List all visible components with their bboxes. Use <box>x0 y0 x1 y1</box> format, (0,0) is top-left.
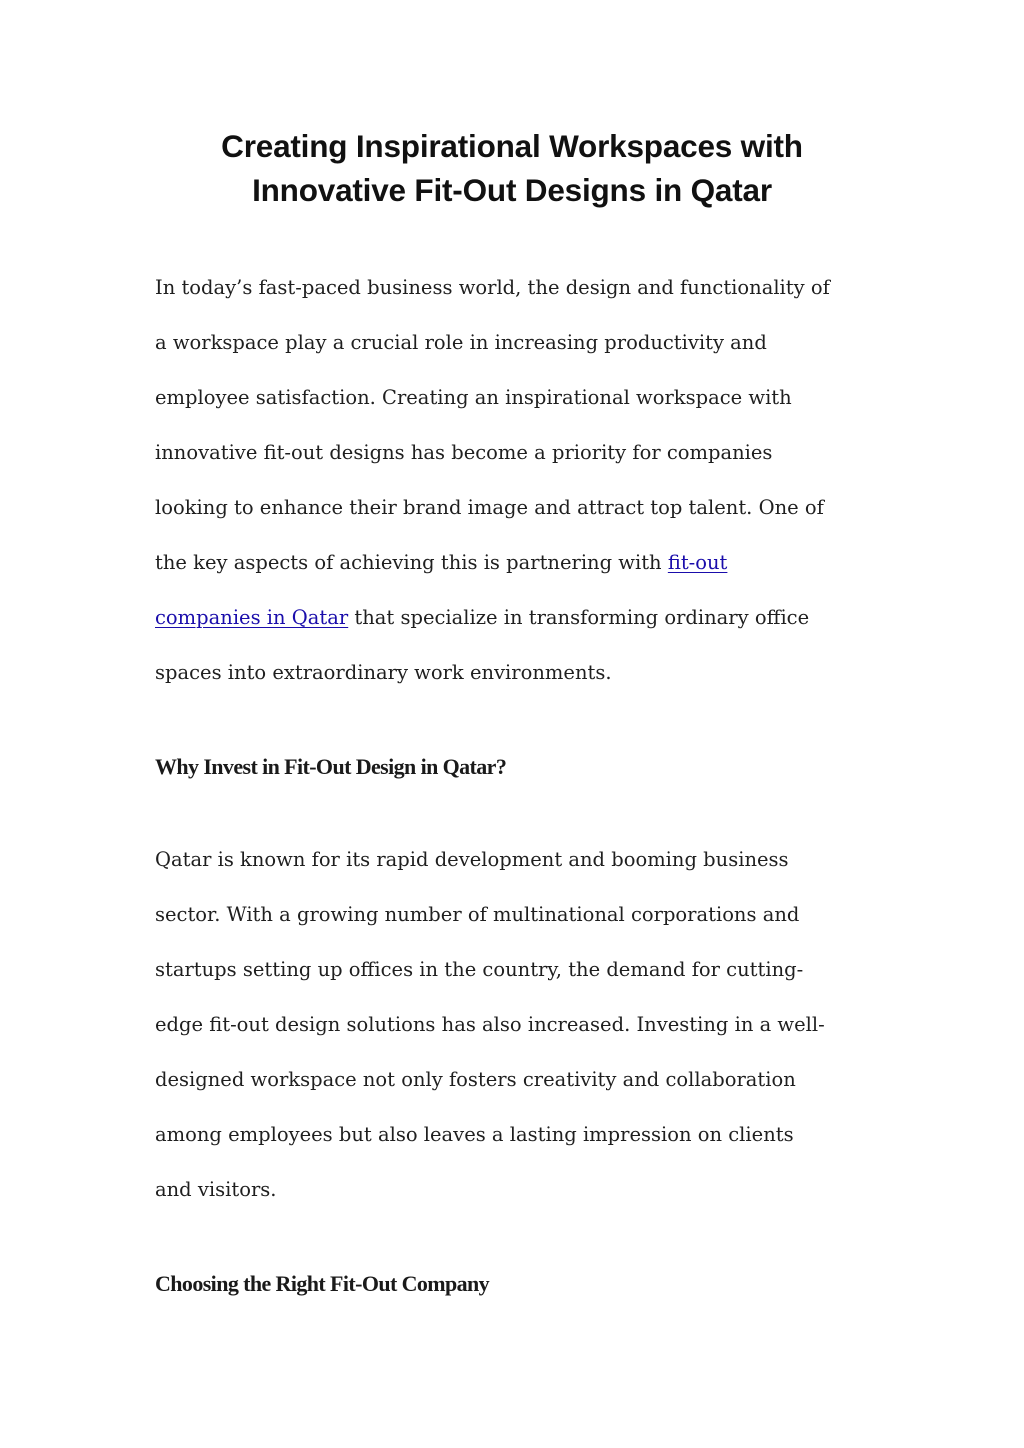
fit-out-companies-link-continued[interactable]: companies in Qatar <box>155 606 349 629</box>
document-title-line-2: Innovative Fit-Out Designs in Qatar <box>252 172 772 208</box>
paragraph-line: edge fit-out design solutions has also increased. Investing in a well- <box>155 1013 825 1036</box>
intro-line-with-link <box>155 535 875 590</box>
section-heading-choosing-company: Choosing the Right Fit-Out Company <box>155 1271 490 1296</box>
intro-line: a workspace play a crucial role in increasing productivity and <box>155 331 767 354</box>
intro-line: innovative fit-out designs has become a priority for companies <box>155 441 773 464</box>
paragraph-line: Qatar is known for its rapid development and booming business <box>155 848 789 871</box>
intro-line: looking to enhance their brand image and attract top talent. One of <box>155 496 824 519</box>
intro-line-text: that specialize in transforming ordinary office <box>348 606 810 629</box>
paragraph-line: startups setting up offices in the country, the demand for cutting- <box>155 958 804 981</box>
fit-out-companies-link[interactable]: fit-out <box>667 551 728 574</box>
intro-line: spaces into extraordinary work environments. <box>155 661 612 684</box>
section-heading-why-invest: Why Invest in Fit-Out Design in Qatar? <box>155 754 507 779</box>
paragraph-line: sector. With a growing number of multinational corporations and <box>155 903 800 926</box>
intro-line: In today’s fast-paced business world, the design and functionality of <box>155 276 830 299</box>
document-title <box>112 124 912 212</box>
paragraph-line: designed workspace not only fosters creativity and collaboration <box>155 1068 796 1091</box>
document-title-line-1: Creating Inspirational Workspaces with <box>221 128 803 164</box>
intro-paragraph <box>155 260 875 700</box>
paragraph-line: among employees but also leaves a lasting impression on clients <box>155 1123 794 1146</box>
paragraph-line: and visitors. <box>155 1178 277 1201</box>
why-invest-paragraph <box>155 832 875 1217</box>
intro-line: employee satisfaction. Creating an inspirational workspace with <box>155 386 792 409</box>
intro-line-with-link <box>155 590 875 645</box>
intro-line-text: the key aspects of achieving this is partnering with <box>155 551 668 574</box>
